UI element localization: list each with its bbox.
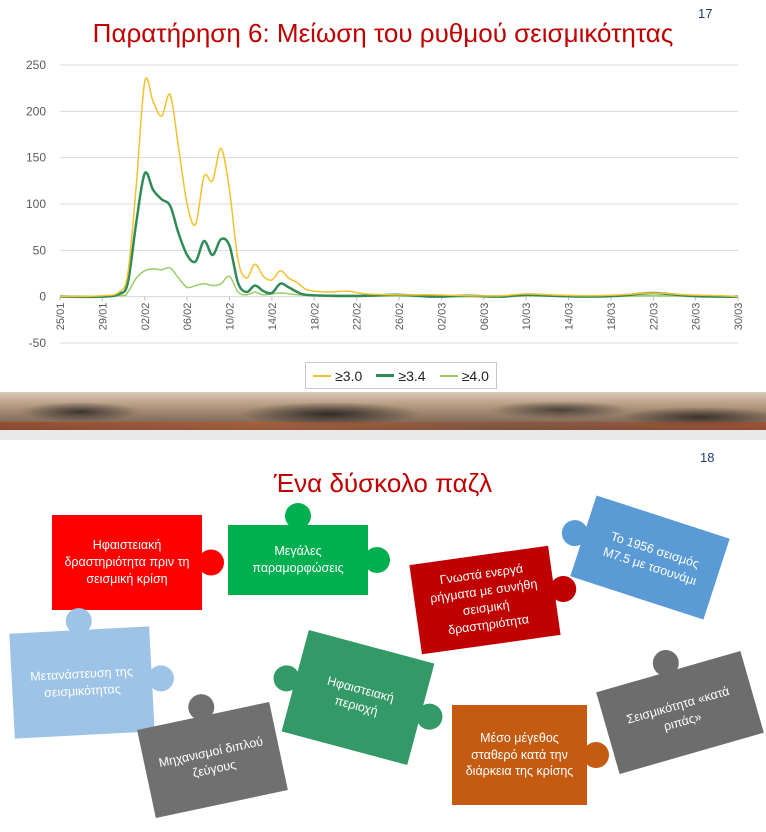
x-tick-label: 02/03 xyxy=(436,302,449,331)
y-axis-tick-labels xyxy=(26,58,46,350)
y-tick-label: 0 xyxy=(39,289,46,304)
chart-legend xyxy=(305,362,497,389)
x-axis-tick-labels xyxy=(55,297,745,331)
series-line-34 xyxy=(60,172,738,296)
legend-label: ≥4.0 xyxy=(461,367,489,384)
page-number: 18 xyxy=(700,450,715,465)
y-tick-label: 250 xyxy=(25,58,46,72)
x-tick-label: 06/02 xyxy=(182,302,195,331)
legend-swatch xyxy=(313,375,331,377)
puzzle-piece-label: Μεγάλες παραμορφώσεις xyxy=(252,544,344,575)
x-tick-label: 26/02 xyxy=(394,302,406,331)
x-tick-label: 18/03 xyxy=(605,302,618,331)
puzzle-piece-label: Γνωστά ενεργά ρήγματα με συνήθη σεισμική δραστηριότητα xyxy=(429,561,539,638)
puzzle-piece-label: Ηφαιστειακή δραστηριότητα πριν τη σεισμική κρίση xyxy=(64,538,190,586)
puzzle-known-faults xyxy=(409,546,560,655)
puzzle-double-couple xyxy=(137,702,288,818)
legend-item xyxy=(376,368,425,384)
x-tick-label: 14/02 xyxy=(266,302,279,331)
legend-swatch xyxy=(440,375,458,377)
puzzle-1956-earthquake xyxy=(570,495,729,619)
puzzle-seismicity-migration xyxy=(9,626,154,738)
chart-series xyxy=(60,78,738,297)
seismicity-line-chart xyxy=(0,0,766,392)
puzzle-volcanic-area xyxy=(282,630,435,765)
x-tick-label: 06/03 xyxy=(478,302,491,331)
chart-gridlines xyxy=(60,65,738,343)
slide-title: Ένα δύσκολο παζλ xyxy=(273,468,493,498)
x-tick-label: 10/02 xyxy=(224,302,237,331)
y-tick-label: 200 xyxy=(25,104,46,119)
x-tick-label: 22/02 xyxy=(351,302,364,331)
x-tick-label: 22/03 xyxy=(648,302,661,331)
x-tick-label: 14/03 xyxy=(563,302,576,331)
series-line-40 xyxy=(60,268,738,297)
puzzle-piece-label: Μηχανισμοί διπλού ζεύγους xyxy=(157,733,265,780)
rock-banner-edge xyxy=(0,422,766,430)
slide-18 xyxy=(0,440,766,832)
puzzle-volcanic-activity xyxy=(52,515,202,610)
legend-item xyxy=(313,368,362,384)
x-tick-label: 26/03 xyxy=(690,302,703,331)
y-tick-label: -50 xyxy=(28,336,46,350)
series-line-30 xyxy=(60,78,738,297)
y-tick-label: 150 xyxy=(25,150,46,165)
y-tick-label: 100 xyxy=(25,197,46,211)
puzzle-large-deformations xyxy=(228,525,368,595)
puzzle-piece-label: Ηφαιστειακή περιοχή xyxy=(325,673,396,718)
puzzle-burst-seismicity xyxy=(596,651,764,774)
puzzle-piece-label: Σεισμικότητα «κατά ριπάς» xyxy=(624,684,731,734)
legend-swatch xyxy=(376,374,394,377)
page-number: 17 xyxy=(698,6,713,21)
puzzle-constant-magnitude xyxy=(452,705,587,805)
x-tick-label: 10/03 xyxy=(521,302,534,331)
legend-label: ≥3.4 xyxy=(398,367,426,384)
x-tick-label: 25/01 xyxy=(55,302,67,331)
x-tick-label: 02/02 xyxy=(139,302,152,331)
legend-label: ≥3.0 xyxy=(335,367,363,384)
puzzle-piece-label: Μέσο μέγεθος σταθερό κατά την διάρκεια της κρίσης xyxy=(465,730,574,779)
x-tick-label: 29/01 xyxy=(97,302,110,331)
puzzle-piece-label: Το 1956 σεισμός M7.5 με τσουνάμι xyxy=(601,528,702,588)
x-tick-label: 18/02 xyxy=(309,302,322,331)
puzzle-piece-label: Μετανάστευση της σεισμικότητας xyxy=(29,664,134,700)
slide-title: Παρατήρηση 6: Μείωση του ρυθμού σεισμικότητας xyxy=(92,18,674,48)
y-tick-label: 50 xyxy=(32,243,46,258)
legend-item xyxy=(440,368,489,384)
slide-separator xyxy=(0,430,766,440)
x-tick-label: 30/03 xyxy=(733,302,745,331)
